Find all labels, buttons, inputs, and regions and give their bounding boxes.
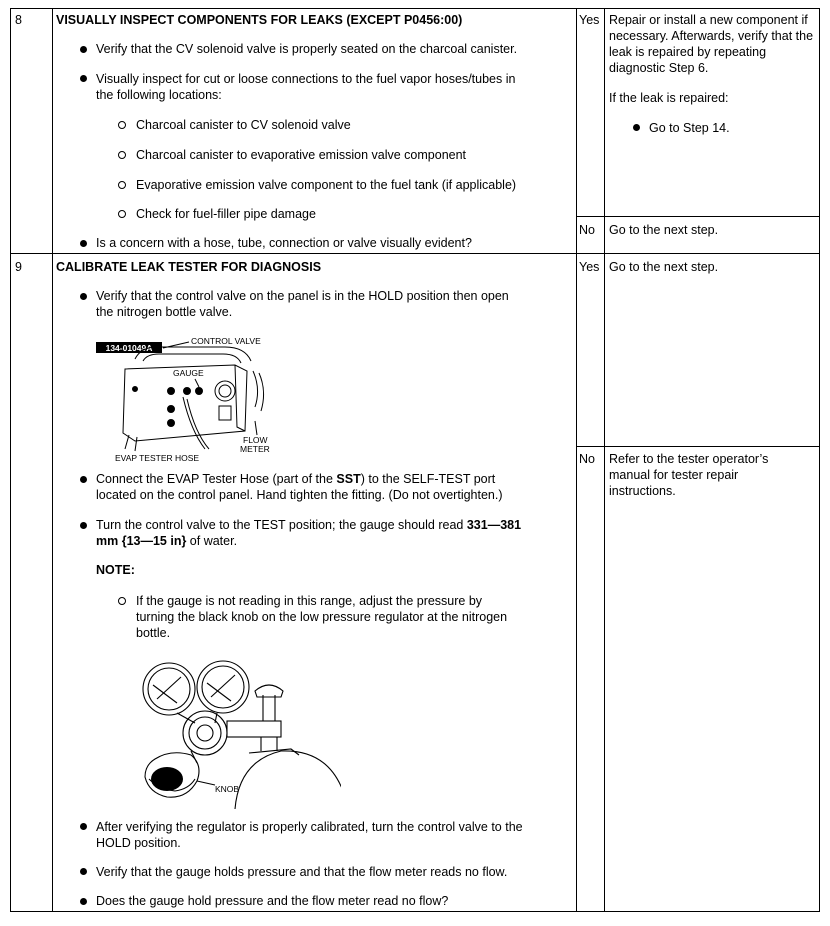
bullet-icon xyxy=(80,240,87,247)
bullet-icon xyxy=(80,522,87,529)
location-item: Charcoal canister to CV solenoid valve xyxy=(136,118,351,132)
knob-label: KNOB xyxy=(215,784,240,794)
bullet-icon xyxy=(80,823,87,830)
location-item: Charcoal canister to evaporative emission valve component xyxy=(136,148,467,162)
step9-question: Does the gauge hold pressure and the flow meter read no flow? xyxy=(96,894,449,908)
sub-bullet-icon xyxy=(118,181,126,189)
column-divider xyxy=(52,9,53,911)
step8-bullet-1: Verify that the CV solenoid valve is properly seated on the charcoal canister. xyxy=(96,42,518,56)
bullet-icon xyxy=(80,293,87,300)
step8-bullet-2-line2: the following locations: xyxy=(96,88,222,102)
step8-no-action: Go to the next step. xyxy=(609,223,719,237)
yes-label: Yes xyxy=(579,13,600,27)
row-divider xyxy=(576,446,819,447)
step9-bullet-4-line2: HOLD position. xyxy=(96,836,181,850)
step9-bullet-5: Verify that the gauge holds pressure and that the flow meter reads no flow. xyxy=(96,865,508,879)
step9-bullet-1-line1: Verify that the control valve on the panel is in the HOLD position then open xyxy=(96,289,509,303)
step-title: VISUALLY INSPECT COMPONENTS FOR LEAKS (EXCEPT P0456:00) xyxy=(56,13,463,27)
step8-bullet-2-line1: Visually inspect for cut or loose connections to the fuel vapor hoses/tubes in xyxy=(96,72,516,86)
bullet-icon xyxy=(80,898,87,905)
hose-label: EVAP TESTER HOSE xyxy=(115,453,200,461)
nitrogen-regulator-figure xyxy=(131,651,341,809)
control-valve-label: CONTROL VALVE xyxy=(191,336,261,346)
step9-bullet-3-line1: Turn the control valve to the TEST position; the gauge should read 331—381 xyxy=(96,518,522,532)
no-label: No xyxy=(579,223,595,237)
step8-yes-goto: Go to Step 14. xyxy=(649,121,730,135)
sub-bullet-icon xyxy=(118,121,126,129)
meter-label: METER xyxy=(240,444,270,454)
bullet-icon xyxy=(80,476,87,483)
step9-bullet-1-line2: the nitrogen bottle valve. xyxy=(96,305,233,319)
step-number: 8 xyxy=(15,13,22,27)
column-divider xyxy=(576,9,577,911)
sub-bullet-icon xyxy=(118,597,126,605)
note-line1: If the gauge is not reading in this range, adjust the pressure by xyxy=(136,594,483,608)
yes-label: Yes xyxy=(579,260,600,274)
step8-yes-action: Repair or install a new component if necessary. Afterwards, verify that the leak is repaired by repeating diagnostic Step 6. xyxy=(609,13,814,75)
note-line3: bottle. xyxy=(136,626,171,640)
location-item: Check for fuel-filler pipe damage xyxy=(136,207,316,221)
step-number: 9 xyxy=(15,260,22,274)
flow-label: FLOW xyxy=(243,435,268,445)
column-divider xyxy=(604,9,605,911)
row-divider xyxy=(576,216,819,217)
diagnostic-table xyxy=(10,8,820,912)
step9-bullet-3-line2: mm {13—15 in} of water. xyxy=(96,534,238,548)
step9-no-action: Refer to the tester operator’s manual for tester repair instructions. xyxy=(609,452,769,498)
bullet-icon xyxy=(80,46,87,53)
bullet-icon xyxy=(80,75,87,82)
step9-bullet-4-line1: After verifying the regulator is properly calibrated, turn the control valve to the xyxy=(96,820,523,834)
bullet-icon xyxy=(633,124,640,131)
note-label: NOTE: xyxy=(96,563,135,577)
step8-yes-condition: If the leak is repaired: xyxy=(609,91,729,105)
black-knob-icon xyxy=(151,767,183,791)
figure-id: 134-01049A xyxy=(105,343,153,353)
sub-bullet-icon xyxy=(118,151,126,159)
leak-tester-panel-figure xyxy=(95,331,285,461)
gauge-label: GAUGE xyxy=(173,368,204,378)
row-divider xyxy=(11,253,819,254)
step8-question: Is a concern with a hose, tube, connection or valve visually evident? xyxy=(96,236,472,250)
step9-bullet-2-line2: located on the control panel. Hand tighten the fitting. (Do not overtighten.) xyxy=(96,488,503,502)
bullet-icon xyxy=(80,868,87,875)
no-label: No xyxy=(579,452,595,466)
location-item: Evaporative emission valve component to the fuel tank (if applicable) xyxy=(136,178,517,192)
step9-bullet-2-line1: Connect the EVAP Tester Hose (part of the SST) to the SELF-TEST port xyxy=(96,472,496,486)
step9-yes-action: Go to the next step. xyxy=(609,260,719,274)
note-line2: turning the black knob on the low pressure regulator at the nitrogen xyxy=(136,610,508,624)
step-title: CALIBRATE LEAK TESTER FOR DIAGNOSIS xyxy=(56,260,322,274)
sub-bullet-icon xyxy=(118,210,126,218)
